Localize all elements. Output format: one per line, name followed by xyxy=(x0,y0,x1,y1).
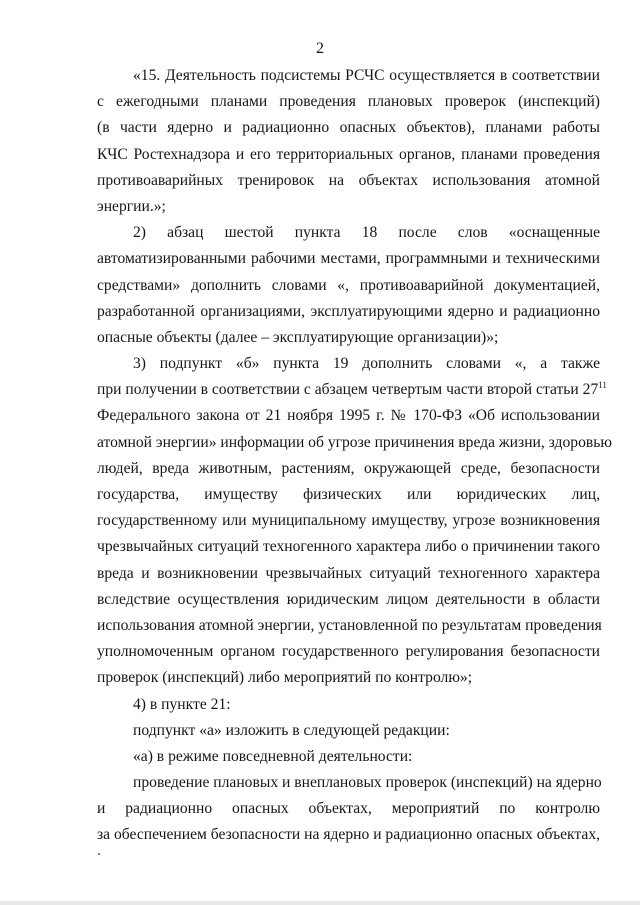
text-line: 3) подпункт «б» пункта 19 дополнить словами «, а также xyxy=(133,355,600,373)
superscript: 11 xyxy=(598,380,607,391)
text-line: КЧС Ростехнадзора и его территориальных органов, планами проведения xyxy=(97,145,600,163)
text-line: (в части ядерно и радиационно опасных объектов), планами работы xyxy=(97,119,600,137)
text-line: Федерального закона от 21 ноября 1995 г. № 170-ФЗ «Об использовании xyxy=(97,407,600,425)
text-line: вследствие осуществления юридическим лицом деятельности в области xyxy=(97,590,600,608)
text-line: за обеспечением безопасности на ядерно и радиационно опасных объектах, xyxy=(97,826,601,844)
text-line: людей, вреда животным, растениям, окружающей среде, безопасности xyxy=(97,459,600,477)
text-line: разработанной организациями, эксплуатирующими ядерно и радиационно xyxy=(97,302,600,320)
line-text: при получении в соответствии с абзацем четвертым части второй статьи 27 xyxy=(97,381,599,399)
text-line: проверок (инспекций) либо мероприятий по контролю»; xyxy=(97,669,473,687)
text-line: использования атомной энергии, установленной по результатам проведения xyxy=(97,616,602,634)
text-line: средствами» дополнить словами «, противоаварийной документацией, xyxy=(97,276,600,294)
text-line: и радиационно опасных объектах, мероприятий по контролю xyxy=(97,800,600,818)
text-line: уполномоченным органом государственного регулирования безопасности xyxy=(97,643,600,661)
text-line: государства, имуществу физических или юридических лиц, xyxy=(97,486,600,503)
text-line: подпункт «а» изложить в следующей редакции: xyxy=(133,721,450,739)
text-line: автоматизированными рабочими местами, программными и техническими xyxy=(97,250,600,268)
text-line: проведение плановых и внеплановых проверок (инспекций) на ядерно xyxy=(133,774,602,792)
text-line: с ежегодными планами проведения плановых проверок (инспекций) xyxy=(97,93,600,111)
text-line: «15. Деятельность подсистемы РСЧС осуществляется в соответствии xyxy=(133,67,600,84)
text-line: «а) в режиме повседневной деятельности: xyxy=(133,747,413,765)
text-line-with-superscript xyxy=(97,377,607,403)
page-number: 2 xyxy=(316,40,324,57)
text-line: чрезвычайных ситуаций техногенного характера либо о причинении такого xyxy=(97,538,600,556)
text-line: опасные объекты (далее – эксплуатирующие организации)»; xyxy=(97,328,499,346)
page-bottom-edge xyxy=(0,901,640,905)
text-line: энергии.»; xyxy=(97,197,166,215)
document-body xyxy=(97,63,613,849)
text-line: атомной энергии» информации об угрозе причинения вреда жизни, здоровью xyxy=(97,433,613,451)
scan-speck xyxy=(98,853,100,855)
text-line: 4) в пункте 21: xyxy=(133,695,231,713)
text-line: 2) абзац шестой пункта 18 после слов «оснащенные xyxy=(133,224,600,242)
text-line: противоаварийных тренировок на объектах использования атомной xyxy=(97,171,600,189)
text-line: вреда и возникновении чрезвычайных ситуаций техногенного характера xyxy=(97,564,600,582)
text-line: государственному или муниципальному имуществу, угрозе возникновения xyxy=(97,512,600,530)
